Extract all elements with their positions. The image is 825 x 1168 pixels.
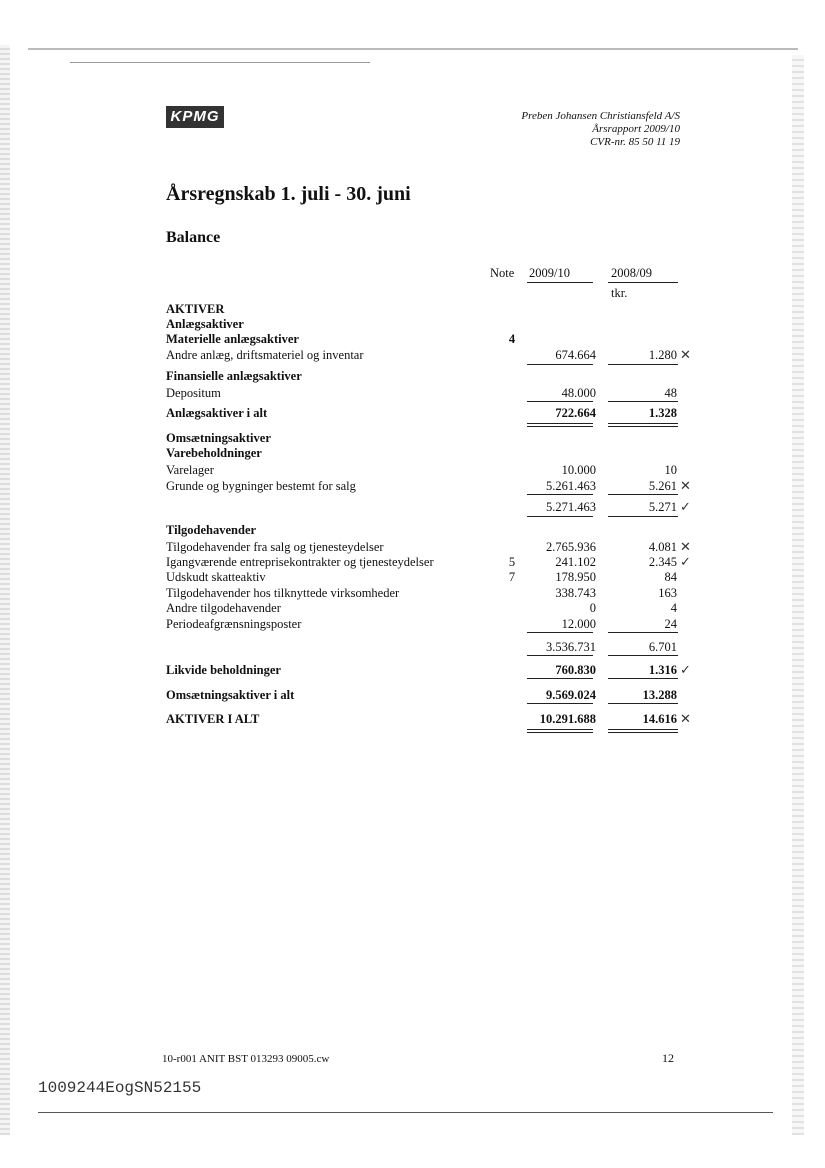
table-row <box>166 463 686 478</box>
row-value-prior: 84 <box>664 570 677 584</box>
row-label: Igangværende entreprisekontrakter og tjenesteydelser <box>166 555 434 569</box>
table-row <box>166 302 686 317</box>
underline <box>608 364 678 365</box>
row-value-current: 674.664 <box>555 348 596 362</box>
row-value-prior: 4 <box>670 601 677 615</box>
underline <box>608 655 678 656</box>
row-value-prior: 24 <box>664 617 677 631</box>
row-label: Periodeafgrænsningsposter <box>166 617 302 631</box>
row-label: Anlægsaktiver i alt <box>166 406 268 420</box>
scan-edge-left <box>0 45 10 1135</box>
prior-year-header: 2008/09 <box>611 266 652 280</box>
cross-mark-icon: ✕ <box>680 540 691 555</box>
table-row <box>166 617 686 632</box>
row-label: Tilgodehavender <box>166 523 257 537</box>
underline <box>527 401 593 402</box>
row-label: Finansielle anlægsaktiver <box>166 369 302 383</box>
row-value-prior: 1.328 <box>648 406 677 420</box>
row-value-prior: 10 <box>664 463 677 477</box>
row-label: Udskudt skatteaktiv <box>166 570 266 584</box>
scan-top-line-2 <box>70 62 370 63</box>
underline <box>608 678 678 679</box>
underline <box>527 364 593 365</box>
page-number: 12 <box>662 1051 674 1065</box>
row-value-current: 3.536.731 <box>546 640 596 654</box>
underline <box>527 678 593 679</box>
row-label: Anlægsaktiver <box>166 317 244 331</box>
underline <box>527 516 593 517</box>
underline <box>527 655 593 656</box>
row-label: AKTIVER I ALT <box>166 712 260 726</box>
row-label: Varebeholdninger <box>166 446 262 460</box>
underline <box>608 516 678 517</box>
underline <box>608 401 678 402</box>
scan-top-line <box>28 48 798 50</box>
row-value-current: 5.271.463 <box>546 500 596 514</box>
row-value-current: 760.830 <box>555 663 596 677</box>
table-row <box>166 406 686 421</box>
row-note: 7 <box>508 570 516 584</box>
row-value-current: 48.000 <box>561 386 596 400</box>
row-value-prior: 1.280 <box>648 348 677 362</box>
row-value-prior: 5.271 <box>648 500 677 514</box>
double-underline <box>608 423 678 427</box>
row-label: Materielle anlægsaktiver <box>166 332 299 346</box>
row-value-current: 0 <box>589 601 596 615</box>
kpmg-logo: KPMG <box>166 106 224 128</box>
double-underline <box>527 729 593 733</box>
row-value-prior: 163 <box>658 586 677 600</box>
row-label: Varelager <box>166 463 214 477</box>
cvr-number: CVR-nr. 85 50 11 19 <box>590 136 680 148</box>
unit-label: tkr. <box>611 286 628 300</box>
row-value-prior: 2.345 <box>648 555 677 569</box>
row-label: Andre anlæg, driftsmateriel og inventar <box>166 348 364 362</box>
row-value-prior: 4.081 <box>648 540 677 554</box>
section-title: Balance <box>166 229 221 246</box>
table-row <box>166 332 686 347</box>
table-row <box>166 555 691 570</box>
current-year-header: 2009/10 <box>529 266 570 280</box>
scan-edge-right <box>792 55 804 1135</box>
double-underline <box>527 423 593 427</box>
row-value-current: 241.102 <box>555 555 596 569</box>
underline <box>527 703 593 704</box>
underline <box>527 632 593 633</box>
row-value-current: 10.291.688 <box>539 712 596 726</box>
row-label: AKTIVER <box>166 302 225 316</box>
double-underline <box>608 729 678 733</box>
row-label: Tilgodehavender hos tilknyttede virksomheder <box>166 586 400 600</box>
row-value-current: 338.743 <box>555 586 596 600</box>
table-row <box>166 446 686 461</box>
row-value-current: 5.261.463 <box>546 479 596 493</box>
row-value-current: 2.765.936 <box>546 540 596 554</box>
table-row <box>166 479 691 494</box>
table-row <box>166 601 686 616</box>
table-row <box>166 500 691 515</box>
row-label: Likvide beholdninger <box>166 663 281 677</box>
underline <box>527 494 593 495</box>
table-row <box>166 663 691 678</box>
row-label: Grunde og bygninger bestemt for salg <box>166 479 356 493</box>
check-mark-icon: ✓ <box>680 500 691 515</box>
table-row <box>166 712 691 727</box>
table-row <box>166 523 686 538</box>
cross-mark-icon: ✕ <box>680 712 691 727</box>
table-row <box>166 586 686 601</box>
footer-code: 10-r001 ANIT BST 013293 09005.cw <box>162 1053 330 1065</box>
table-row <box>166 540 691 555</box>
header-underline-current <box>527 282 593 283</box>
cross-mark-icon: ✕ <box>680 479 691 494</box>
row-note: 4 <box>508 332 516 346</box>
cross-mark-icon: ✕ <box>680 348 691 363</box>
table-row <box>166 317 686 332</box>
row-label: Depositum <box>166 386 221 400</box>
row-value-current: 12.000 <box>561 617 596 631</box>
check-mark-icon: ✓ <box>680 663 691 678</box>
row-value-prior: 5.261 <box>648 479 677 493</box>
row-label: Andre tilgodehavender <box>166 601 281 615</box>
table-row <box>166 369 686 384</box>
underline <box>608 494 678 495</box>
table-row <box>166 348 691 363</box>
row-label: Omsætningsaktiver i alt <box>166 688 295 702</box>
row-note: 5 <box>508 555 516 569</box>
document-stamp: 1009244EogSN52155 <box>38 1079 202 1097</box>
row-label: Omsætningsaktiver <box>166 431 271 445</box>
underline <box>608 703 678 704</box>
table-row <box>166 688 686 703</box>
underline <box>608 632 678 633</box>
row-value-prior: 14.616 <box>642 712 677 726</box>
header-underline-prior <box>608 282 678 283</box>
row-value-current: 10.000 <box>561 463 596 477</box>
scan-bottom-line <box>38 1112 773 1113</box>
note-column-header: Note <box>490 266 515 280</box>
report-name: Årsrapport 2009/10 <box>592 123 680 135</box>
row-value-current: 9.569.024 <box>546 688 596 702</box>
row-value-current: 178.950 <box>555 570 596 584</box>
row-value-prior: 48 <box>664 386 677 400</box>
row-value-prior: 13.288 <box>642 688 677 702</box>
table-row <box>166 431 686 446</box>
row-value-prior: 6.701 <box>648 640 677 654</box>
table-row <box>166 570 686 585</box>
company-name: Preben Johansen Christiansfeld A/S <box>521 110 680 122</box>
table-row <box>166 640 686 655</box>
row-value-prior: 1.316 <box>648 663 677 677</box>
row-label: Tilgodehavender fra salg og tjenesteydelser <box>166 540 384 554</box>
table-row <box>166 386 686 401</box>
check-mark-icon: ✓ <box>680 555 691 570</box>
row-value-current: 722.664 <box>555 406 596 420</box>
page-title: Årsregnskab 1. juli - 30. juni <box>166 183 411 205</box>
